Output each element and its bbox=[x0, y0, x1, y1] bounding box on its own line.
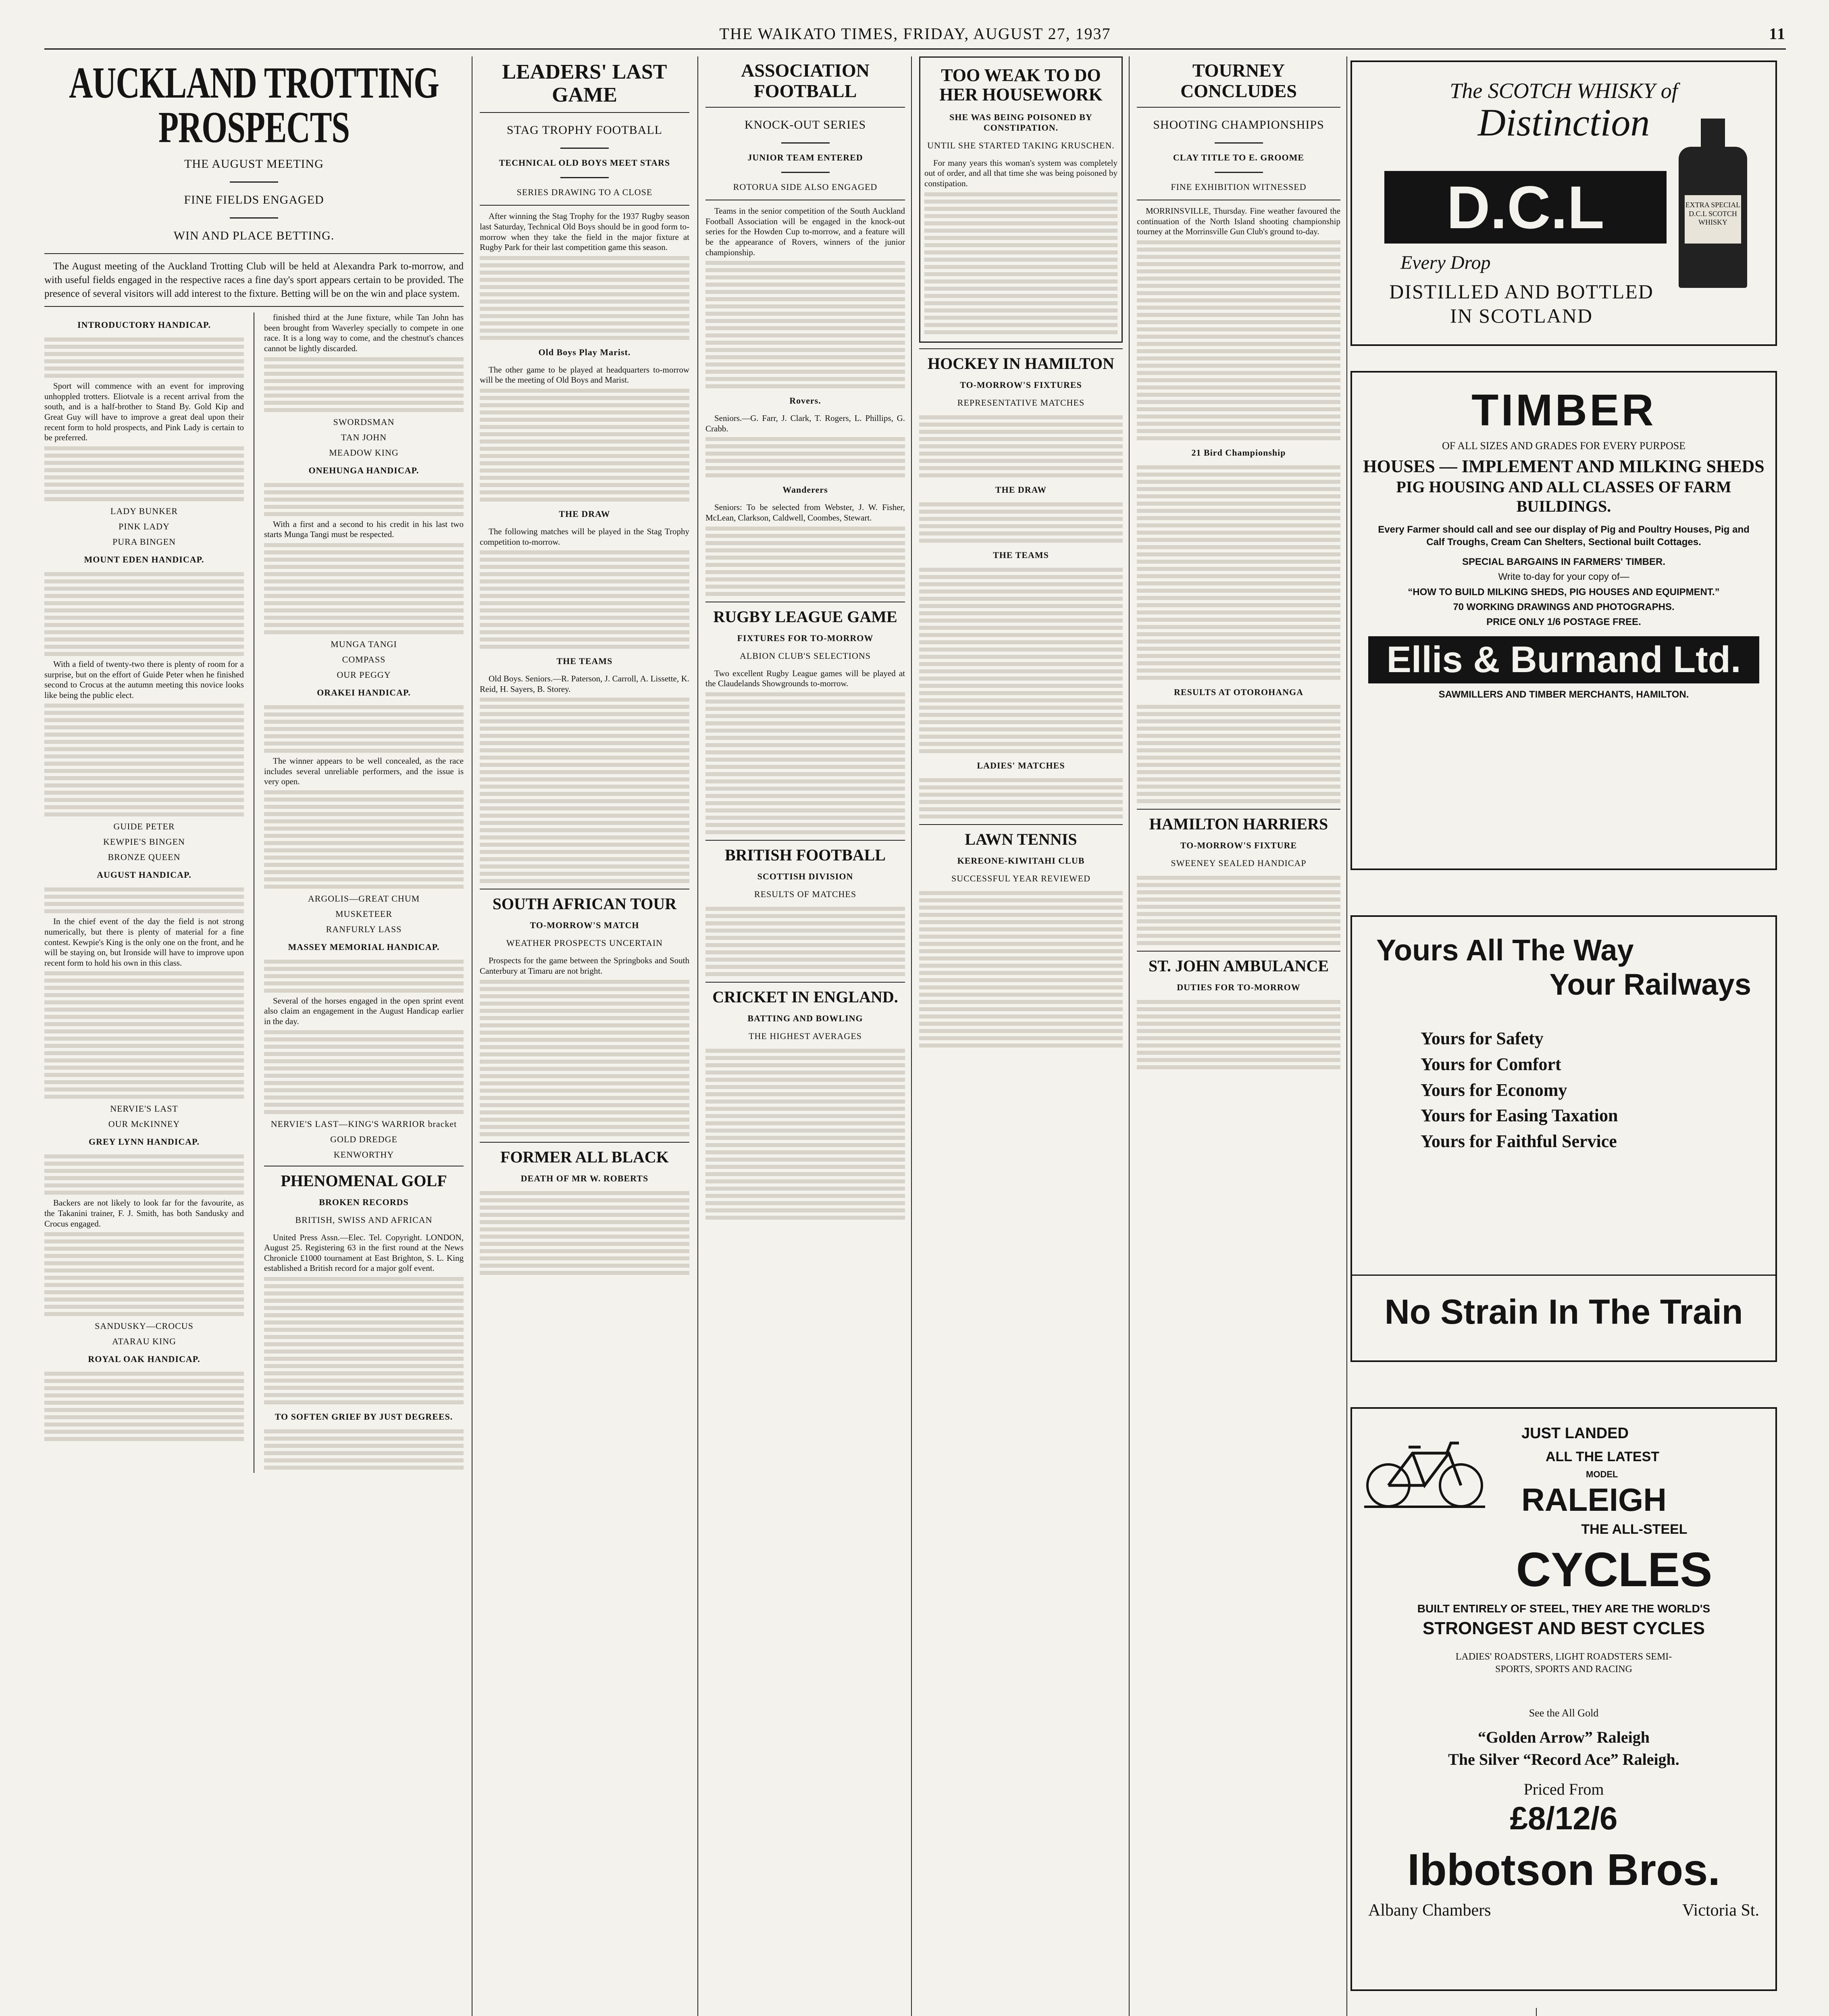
text-lines bbox=[705, 692, 905, 834]
selection: ARGOLIS—GREAT CHUM bbox=[308, 893, 420, 904]
selection: MEADOW KING bbox=[329, 447, 399, 458]
column-divider bbox=[911, 56, 912, 2016]
handicap-list bbox=[264, 483, 464, 516]
ad-text: ALL THE LATEST bbox=[1546, 1449, 1660, 1464]
paragraph: Sport will commence with an event for improving unhoppled trotters. Eliotvale is a recent arrival from the south, and is a half-brother to Stand By. Gold Kip and Great Guy will have to improve a great deal upon their recent form to hold prospects, and Pink Lady is certain to be preferred. bbox=[44, 381, 244, 443]
text-lines bbox=[1137, 240, 1340, 440]
section-heading: ROYAL OAK HANDICAP. bbox=[88, 1354, 200, 1364]
section-heading: THE TEAMS bbox=[556, 656, 613, 666]
masthead bbox=[44, 24, 1786, 48]
subhead: UNTIL SHE STARTED TAKING KRUSCHEN. bbox=[927, 140, 1115, 150]
text-lines bbox=[1137, 876, 1340, 945]
text-lines bbox=[264, 790, 464, 889]
headline: TOURNEY CONCLUDES bbox=[1180, 60, 1297, 101]
ad-text: THE ALL-STEEL bbox=[1581, 1522, 1688, 1537]
text-lines bbox=[924, 192, 1117, 334]
section-heading: Rovers. bbox=[789, 396, 821, 406]
text-lines bbox=[264, 357, 464, 412]
section-heading: ORAKEI HANDICAP. bbox=[317, 687, 411, 698]
text-lines bbox=[480, 256, 689, 340]
text-lines bbox=[919, 778, 1123, 818]
ad-tagline: The SCOTCH WHISKY of bbox=[1450, 79, 1678, 103]
subhead: WIN AND PLACE BETTING. bbox=[173, 229, 335, 242]
article-association-football bbox=[705, 56, 905, 2016]
selection: SANDUSKY—CROCUS bbox=[95, 1321, 194, 1331]
headline: AUCKLAND TROTTING PROSPECTS bbox=[69, 58, 439, 152]
section-heading: Old Boys Play Marist. bbox=[538, 347, 631, 357]
ad-text: LADIES' ROADSTERS, LIGHT ROADSTERS SEMI-SPORTS, SPORTS AND RACING bbox=[1455, 1652, 1672, 1675]
bottle-label: EXTRA SPECIAL D.C.L SCOTCH WHISKY bbox=[1685, 195, 1741, 244]
headline: LAWN TENNIS bbox=[965, 830, 1077, 848]
handicap-list bbox=[44, 572, 244, 656]
section-heading: THE TEAMS bbox=[993, 550, 1049, 560]
headline: HAMILTON HARRIERS bbox=[1149, 815, 1328, 833]
ad-text: STRONGEST AND BEST CYCLES bbox=[1423, 1618, 1705, 1638]
newspaper-title: THE WAIKATO TIMES, FRIDAY, AUGUST 27, 1937 bbox=[719, 25, 1111, 43]
paragraph: The following matches will be played in the Stag Trophy competition to-morrow. bbox=[480, 527, 689, 547]
section-heading: TO-MORROW'S FIXTURES bbox=[960, 379, 1082, 390]
ad-text: HOUSES — IMPLEMENT AND MILKING SHEDS bbox=[1363, 456, 1764, 476]
headline: HOCKEY IN HAMILTON bbox=[927, 354, 1115, 373]
handicap-list bbox=[44, 1154, 244, 1195]
selection: MUSKETEER bbox=[335, 908, 392, 919]
subhead: REPRESENTATIVE MATCHES bbox=[957, 397, 1085, 408]
handicap-list bbox=[264, 705, 464, 753]
text-lines bbox=[480, 698, 689, 883]
paragraph: Prospects for the game between the Springboks and South Canterbury at Timaru are not bright. bbox=[480, 956, 689, 976]
ad-firm: Ibbotson Bros. bbox=[1407, 1845, 1721, 1895]
section-heading: MASSEY MEMORIAL HANDICAP. bbox=[288, 941, 440, 952]
text-lines bbox=[919, 415, 1123, 477]
text-lines bbox=[919, 891, 1123, 1048]
subhead: ALBION CLUB'S SELECTIONS bbox=[740, 650, 871, 661]
ad-text: Yours for Safety bbox=[1421, 1029, 1544, 1048]
paragraph: Old Boys. Seniors.—R. Paterson, J. Carroll, A. Lissette, K. Reid, H. Sayers, B. Storey. bbox=[480, 674, 689, 694]
subhead: THE AUGUST MEETING bbox=[184, 157, 324, 171]
selection: SWORDSMAN bbox=[333, 417, 395, 427]
text-lines bbox=[705, 437, 905, 477]
column-divider bbox=[697, 56, 698, 2016]
text-lines bbox=[44, 1372, 244, 1441]
handicap-list bbox=[44, 887, 244, 913]
paragraph: Teams in the senior competition of the South Auckland Football Association will be engaged in the knock-out series for the Howden Cup to-morrow, and a feature will be the appearance of Rovers, winners of the junior championship. bbox=[705, 206, 905, 257]
dcl-logo: D.C.L bbox=[1384, 171, 1667, 244]
section-heading: MOUNT EDEN HANDICAP. bbox=[84, 554, 204, 564]
ad-text: “HOW TO BUILD MILKING SHEDS, PIG HOUSES AND EQUIPMENT.” bbox=[1408, 586, 1720, 598]
subhead: SUCCESSFUL YEAR REVIEWED bbox=[951, 873, 1091, 883]
headline: RUGBY LEAGUE GAME bbox=[713, 607, 897, 626]
subhead: BRITISH, SWISS AND AFRICAN bbox=[295, 1214, 433, 1225]
subhead: FINE FIELDS ENGAGED bbox=[184, 193, 324, 206]
text-lines bbox=[705, 907, 905, 976]
text-lines bbox=[264, 1277, 464, 1404]
page-number: 11 bbox=[1769, 25, 1786, 43]
ad-text: The Silver “Record Ace” Raleigh. bbox=[1448, 1750, 1679, 1768]
paragraph: In the chief event of the day the field is not strong numerically, but there is plenty of material for a fine contest. Kewpie's King is the only one on the front, and he will be staying on, but Ironside will have to improve upon recent form to hold his own in this class. bbox=[44, 916, 244, 968]
headline: SOUTH AFRICAN TOUR bbox=[492, 895, 677, 913]
section-heading: CLAY TITLE TO E. GROOME bbox=[1173, 152, 1305, 163]
section-heading: ONEHUNGA HANDICAP. bbox=[308, 465, 419, 475]
headline: BRITISH FOOTBALL bbox=[724, 846, 886, 864]
subhead: SERIES DRAWING TO A CLOSE bbox=[516, 187, 653, 198]
ad-text: “Golden Arrow” Raleigh bbox=[1478, 1728, 1650, 1746]
ad-text: MODEL bbox=[1586, 1469, 1618, 1479]
column-divider bbox=[1129, 56, 1130, 2016]
ad-firm: Ellis & Burnand Ltd. bbox=[1368, 636, 1759, 683]
selection: COMPASS bbox=[342, 654, 386, 664]
selection: OUR PEGGY bbox=[337, 669, 391, 680]
subhead: KNOCK-OUT SERIES bbox=[744, 118, 866, 132]
subhead: ROTORUA SIDE ALSO ENGAGED bbox=[733, 182, 878, 192]
selection: KENWORTHY bbox=[333, 1149, 394, 1160]
ad-address: Victoria St. bbox=[1682, 1901, 1759, 1920]
ad-text: PIG HOUSING AND ALL CLASSES OF FARM BUILDINGS. bbox=[1396, 477, 1731, 515]
headline: FORMER ALL BLACK bbox=[500, 1148, 669, 1166]
ad-text: BUILT ENTIRELY OF STEEL, THEY ARE THE WORLD'S bbox=[1417, 1602, 1710, 1615]
timber-advertisement bbox=[1350, 371, 1777, 870]
ad-text: OF ALL SIZES AND GRADES FOR EVERY PURPOSE bbox=[1442, 440, 1686, 452]
subhead: THE HIGHEST AVERAGES bbox=[749, 1031, 862, 1041]
handicap-list bbox=[44, 337, 244, 378]
subhead: SHOOTING CHAMPIONSHIPS bbox=[1153, 118, 1324, 132]
text-lines bbox=[44, 1232, 244, 1316]
section-heading: SCOTTISH DIVISION bbox=[757, 871, 853, 881]
subhead: STAG TROPHY FOOTBALL bbox=[507, 123, 662, 137]
paragraph: The other game to be played at headquarters to-morrow will be the meeting of Old Boys and Marist. bbox=[480, 364, 689, 385]
paragraph: The winner appears to be well concealed, as the race includes several unreliable performers, and the issue is very open. bbox=[264, 756, 464, 787]
selection: NERVIE'S LAST bbox=[110, 1104, 178, 1114]
text-lines bbox=[705, 527, 905, 596]
selection: BRONZE QUEEN bbox=[108, 852, 181, 862]
headline: LEADERS' LAST GAME bbox=[502, 60, 667, 107]
ad-title: Yours All The Way bbox=[1376, 933, 1634, 967]
averages-table bbox=[705, 1049, 905, 1220]
paragraph: With a first and a second to his credit in his last two starts Munga Tangi must be respected. bbox=[264, 519, 464, 539]
section-heading: RESULTS AT OTOROHANGA bbox=[1174, 687, 1303, 698]
column-divider bbox=[1536, 2008, 1537, 2016]
ad-text: Yours for Faithful Service bbox=[1421, 1131, 1617, 1152]
selection: NERVIE'S LAST—KING'S WARRIOR bracket bbox=[271, 1118, 457, 1129]
selection: PURA BINGEN bbox=[112, 536, 176, 547]
section-heading: LADIES' MATCHES bbox=[977, 760, 1065, 771]
section-heading: TO-MORROW'S FIXTURE bbox=[1180, 840, 1297, 851]
selection: ATARAU KING bbox=[112, 1336, 176, 1347]
raleigh-advertisement bbox=[1350, 1407, 1777, 1991]
paragraph: Several of the horses engaged in the open sprint event also claim an engagement in the August Handicap earlier in the day. bbox=[264, 996, 464, 1026]
text-lines bbox=[480, 389, 689, 502]
selection: RANFURLY LASS bbox=[326, 924, 402, 934]
lead-paragraph: The August meeting of the Auckland Trotting Club will be held at Alexandra Park to-morrow, and with useful fields engaged in the respective races a fine day's sport appears certain to be provided. The presence of several visitors will add interest to the fixture. Betting will be on the win and place system. bbox=[44, 261, 464, 299]
ad-text: 70 WORKING DRAWINGS AND PHOTOGRAPHS. bbox=[1453, 601, 1675, 612]
section-heading: DUTIES FOR TO-MORROW bbox=[1177, 982, 1300, 993]
subhead: SWEENEY SEALED HANDICAP bbox=[1171, 858, 1307, 868]
paragraph: Backers are not likely to look far for the favourite, as the Takanini trainer, F. J. Smith, has both Sandusky and Crocus engaged. bbox=[44, 1198, 244, 1229]
text-lines bbox=[44, 971, 244, 1099]
text-lines bbox=[919, 502, 1123, 543]
headline: TOO WEAK TO DO HER HOUSEWORK bbox=[939, 65, 1103, 105]
top-rule bbox=[44, 48, 1786, 50]
paragraph: With a field of twenty-two there is plenty of room for a surprise, but on the effort of Guide Peter when he finished second to Crocus at the autumn meeting this novice looks like being the public elect. bbox=[44, 659, 244, 700]
text-lines bbox=[480, 1191, 689, 1275]
section-heading: GREY LYNN HANDICAP. bbox=[88, 1137, 200, 1147]
ad-text: IN SCOTLAND bbox=[1450, 304, 1593, 327]
section-heading: THE DRAW bbox=[995, 484, 1047, 495]
ad-title: RALEIGH bbox=[1521, 1482, 1667, 1518]
section-heading: TO-MORROW'S MATCH bbox=[530, 920, 639, 931]
article-hockey bbox=[919, 56, 1123, 2016]
article-shooting bbox=[1137, 56, 1340, 2016]
selection: GUIDE PETER bbox=[113, 821, 175, 832]
ad-text: Priced From bbox=[1523, 1780, 1604, 1798]
ad-text: Every Farmer should call and see our display of Pig and Poultry Houses, Pig and Calf Troughs, Cream Can Shelters, Sectional built Cottages. bbox=[1378, 524, 1750, 548]
selection: PINK LADY bbox=[119, 521, 170, 531]
article-trotting bbox=[44, 56, 464, 2016]
selection: LADY BUNKER bbox=[110, 506, 178, 516]
section-heading: JUNIOR TEAM ENTERED bbox=[747, 152, 863, 163]
section-heading: BATTING AND BOWLING bbox=[747, 1013, 863, 1023]
section-heading: TECHNICAL OLD BOYS MEET STARS bbox=[499, 158, 670, 168]
text-lines bbox=[1137, 465, 1340, 680]
article-stag-trophy bbox=[480, 56, 689, 2016]
subhead: FINE EXHIBITION WITNESSED bbox=[1171, 182, 1307, 192]
ad-slogan: No Strain In The Train bbox=[1384, 1293, 1743, 1331]
paragraph: Seniors.—G. Farr, J. Clark, T. Rogers, L. Phillips, G. Crabb. bbox=[705, 413, 905, 433]
paragraph: United Press Assn.—Elec. Tel. Copyright. LONDON, August 25. Registering 63 in the first round at the News Chronicle £1000 tournament at East Brighton, S. L. King established a British record for a major golf event. bbox=[264, 1232, 464, 1273]
paragraph: For many years this woman's system was completely out of order, and all that time she was being poisoned by constipation. bbox=[924, 158, 1117, 188]
ad-address: Albany Chambers bbox=[1368, 1901, 1491, 1920]
railways-advertisement bbox=[1350, 915, 1777, 1362]
section-heading: BROKEN RECORDS bbox=[319, 1197, 409, 1207]
dcl-whisky-advertisement bbox=[1350, 60, 1777, 346]
selection: OUR McKINNEY bbox=[108, 1119, 180, 1129]
section-heading: THE DRAW bbox=[559, 509, 610, 519]
paragraph: finished third at the June fixture, while Tan John has been brought from Waverley specially to compete in one race. It is a long way to come, and the chestnut's chances cannot be lightly discarded. bbox=[264, 312, 464, 354]
article-trotting-continued bbox=[264, 312, 464, 1473]
section-heading: AUGUST HANDICAP. bbox=[97, 870, 191, 880]
ad-text: Write to-day for your copy of— bbox=[1498, 571, 1629, 583]
selection: KEWPIE'S BINGEN bbox=[103, 837, 185, 847]
column-divider bbox=[1346, 56, 1347, 2016]
text-lines bbox=[919, 568, 1123, 753]
section-heading: Wanderers bbox=[782, 485, 828, 495]
ad-text: Yours for Comfort bbox=[1421, 1054, 1561, 1074]
ad-text: Every Drop bbox=[1400, 252, 1491, 273]
paragraph: MORRINSVILLE, Thursday. Fine weather favoured the continuation of the North Island shooting championship tourney at the Morrinsville Gun Club's ground to-day. bbox=[1137, 206, 1340, 237]
ad-title: CYCLES bbox=[1516, 1543, 1712, 1597]
text-lines bbox=[44, 704, 244, 816]
section-heading: KEREONE-KIWITAHI CLUB bbox=[957, 855, 1085, 866]
paragraph: Two excellent Rugby League games will be played at the Claudelands Showgrounds to-morrow. bbox=[705, 668, 905, 689]
selection: MUNGA TANGI bbox=[331, 639, 397, 649]
section-heading: TO SOFTEN GRIEF BY JUST DEGREES. bbox=[275, 1412, 453, 1422]
section-heading: DEATH OF MR W. ROBERTS bbox=[520, 1173, 649, 1183]
whisky-bottle-icon bbox=[1679, 147, 1747, 288]
ad-text: DISTILLED AND BOTTLED bbox=[1389, 280, 1654, 303]
ad-text: Yours for Easing Taxation bbox=[1421, 1106, 1618, 1126]
ad-text: SPECIAL BARGAINS IN FARMERS' TIMBER. bbox=[1462, 556, 1665, 568]
ad-text: JUST LANDED bbox=[1521, 1425, 1629, 1442]
paragraph: After winning the Stag Trophy for the 1937 Rugby season last Saturday, Technical Old Boys should be in good form to-morrow when they take the field in the major fixture at Rugby Park for their last competition game this season. bbox=[480, 211, 689, 252]
ad-title: Your Railways bbox=[1549, 968, 1751, 1001]
text-lines bbox=[264, 1429, 464, 1470]
text-lines bbox=[480, 550, 689, 649]
ad-text: SAWMILLERS AND TIMBER MERCHANTS, HAMILTON. bbox=[1438, 689, 1689, 700]
selection: TAN JOHN bbox=[341, 432, 387, 442]
paragraph: Seniors: To be selected from Webster, J. W. Fisher, McLean, Clarkson, Caldwell, Coombes, Stewart. bbox=[705, 502, 905, 523]
selection: GOLD DREDGE bbox=[330, 1134, 397, 1144]
text-lines bbox=[264, 1030, 464, 1114]
bicycle-icon bbox=[1364, 1425, 1485, 1510]
headline: ST. JOHN AMBULANCE bbox=[1148, 957, 1329, 975]
text-lines bbox=[44, 446, 244, 501]
text-lines bbox=[264, 543, 464, 634]
text-lines bbox=[1137, 705, 1340, 803]
section-heading: FIXTURES FOR TO-MORROW bbox=[737, 633, 874, 643]
subhead: WEATHER PROSPECTS UNCERTAIN bbox=[506, 938, 663, 948]
text-lines bbox=[1137, 1000, 1340, 1069]
handicap-list bbox=[264, 960, 464, 993]
ad-price: £8/12/6 bbox=[1510, 1800, 1618, 1836]
section-heading: 21 Bird Championship bbox=[1191, 448, 1286, 458]
headline: CRICKET IN ENGLAND. bbox=[712, 987, 898, 1006]
ad-text: See the All Gold bbox=[1529, 1707, 1599, 1719]
text-lines bbox=[480, 980, 689, 1136]
subhead: RESULTS OF MATCHES bbox=[754, 889, 857, 899]
headline: PHENOMENAL GOLF bbox=[281, 1171, 447, 1190]
ad-distinction: Distinction bbox=[1477, 101, 1650, 144]
section-heading: SHE WAS BEING POISONED BY CONSTIPATION. bbox=[949, 112, 1092, 133]
ad-text: PRICE ONLY 1/6 POSTAGE FREE. bbox=[1486, 616, 1641, 627]
ad-text: Yours for Economy bbox=[1421, 1080, 1567, 1100]
text-lines bbox=[705, 261, 905, 388]
ad-title: TIMBER bbox=[1471, 385, 1656, 435]
section-heading: INTRODUCTORY HANDICAP. bbox=[77, 320, 211, 330]
headline: ASSOCIATION FOOTBALL bbox=[741, 60, 870, 101]
kruschen-advertisement bbox=[919, 56, 1123, 343]
